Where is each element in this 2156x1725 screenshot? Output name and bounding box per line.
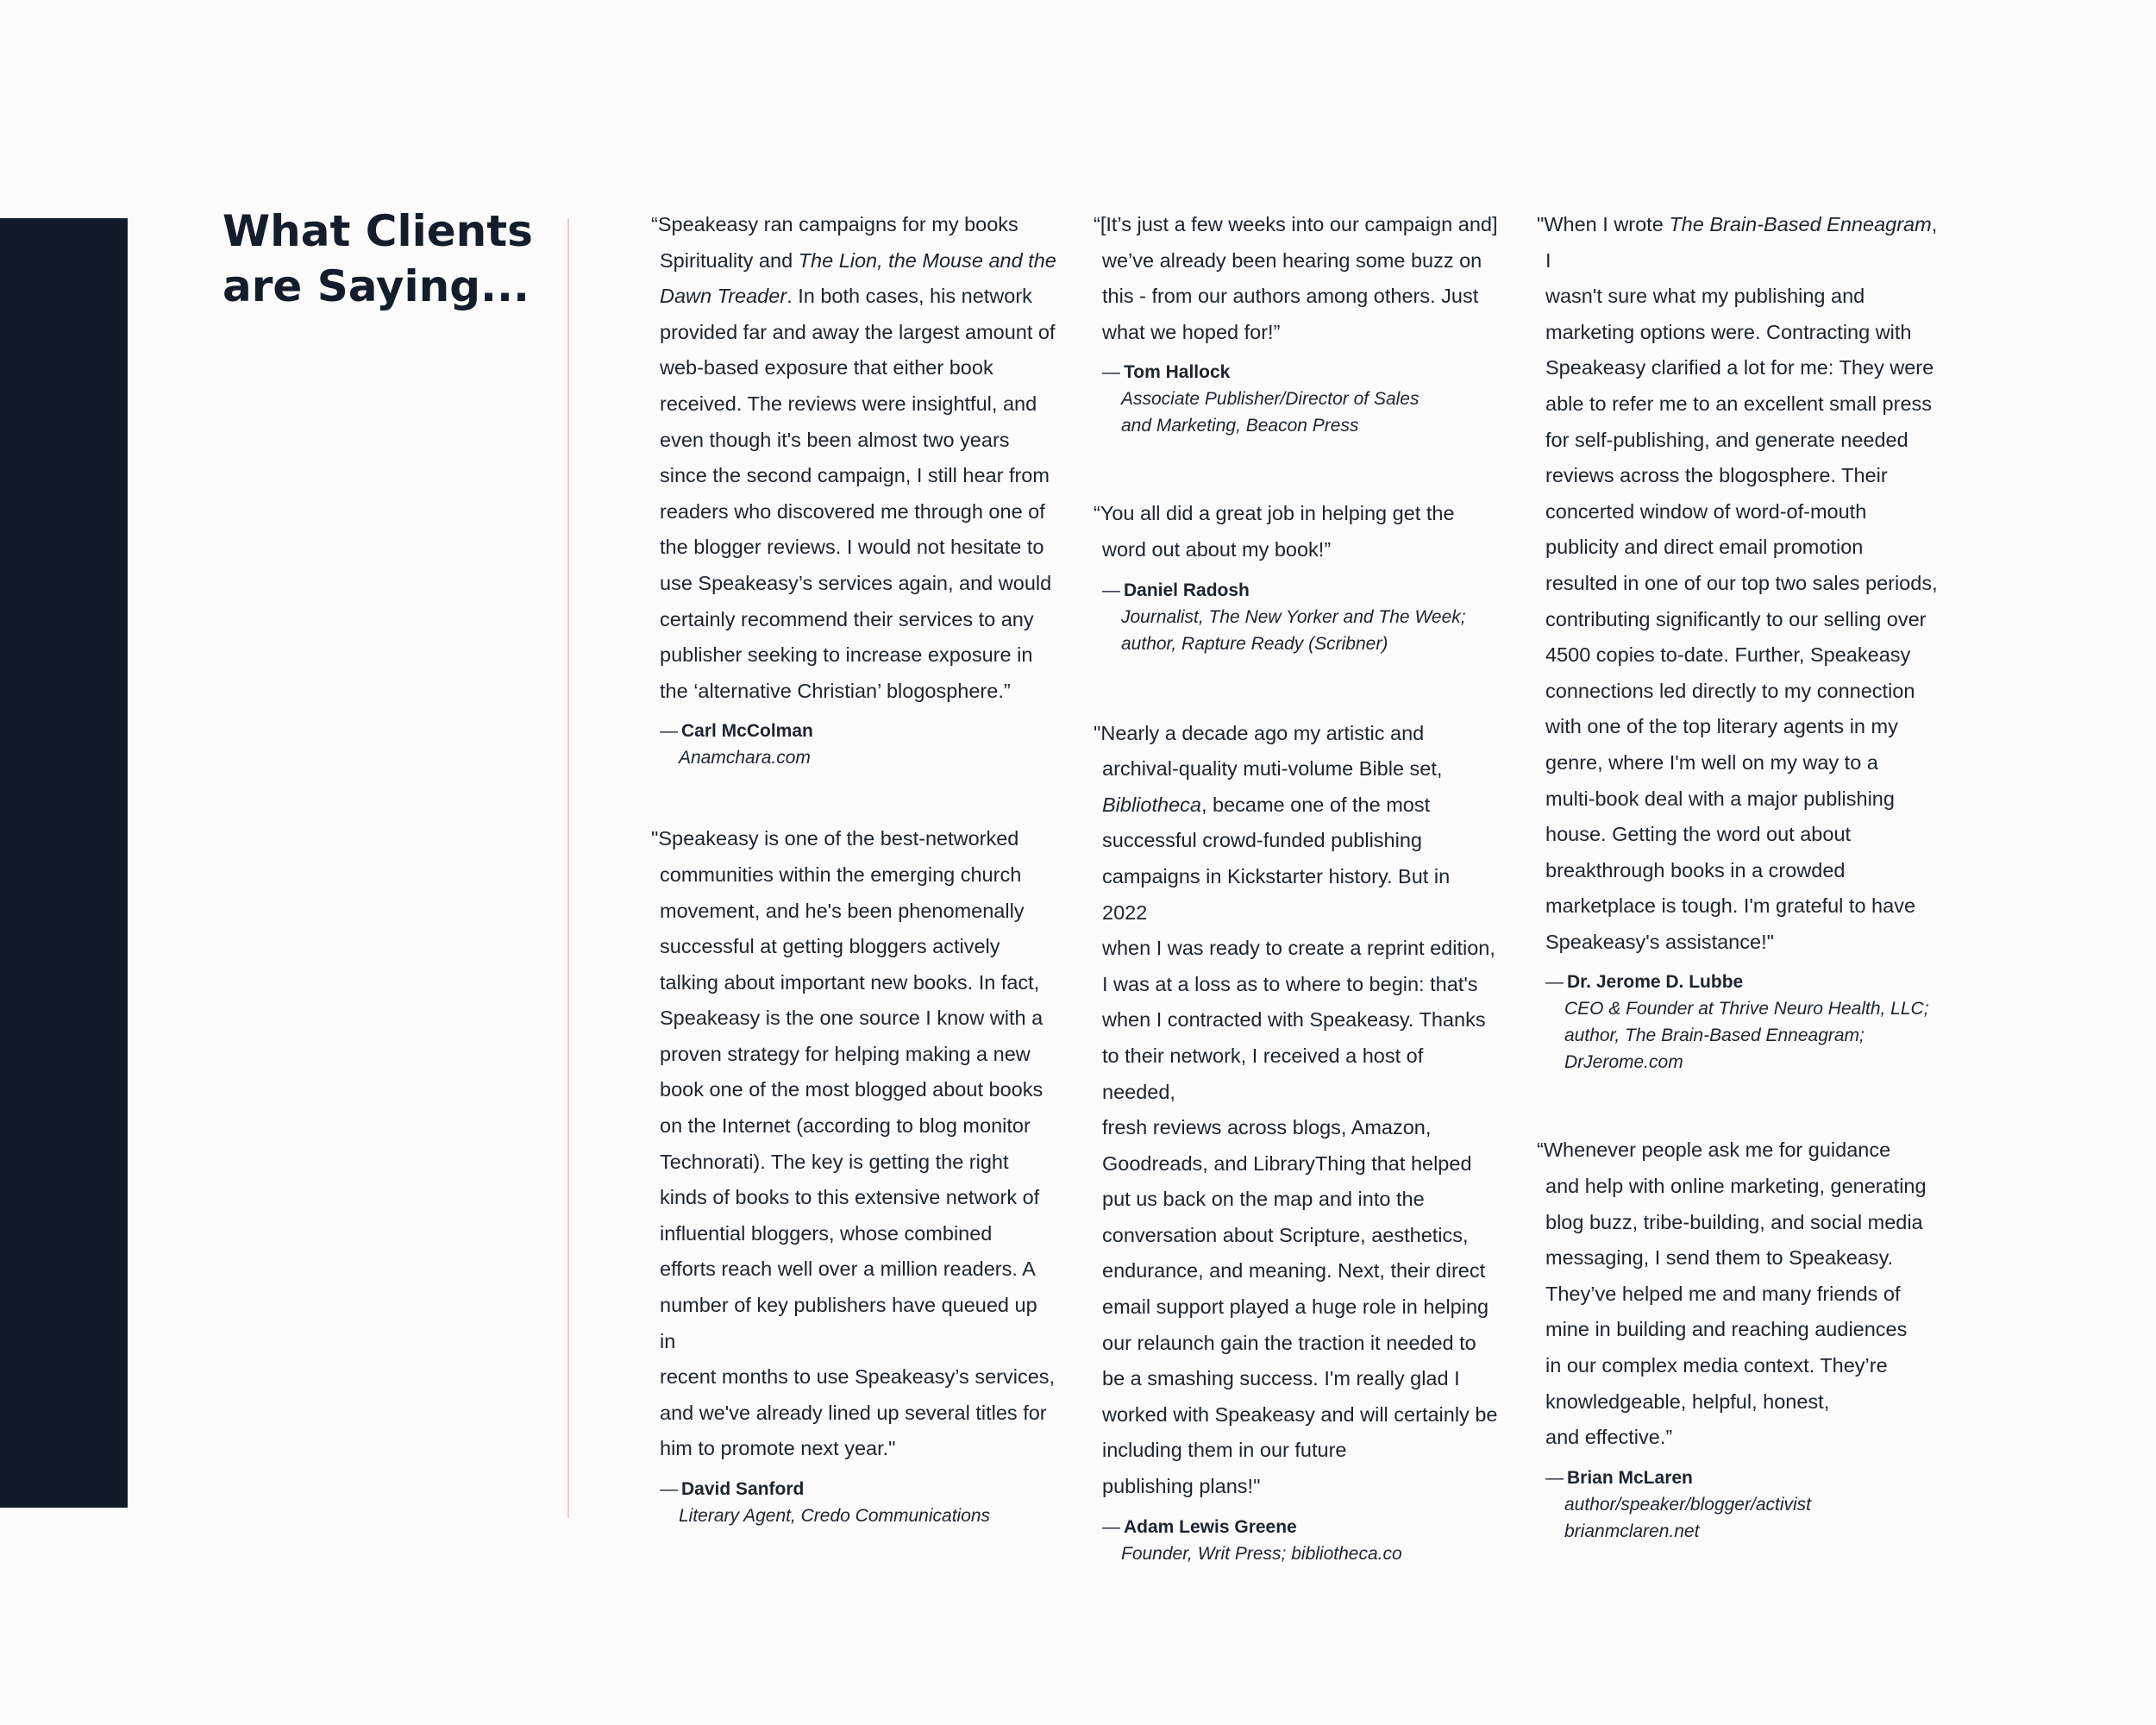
author-role	[1102, 1540, 1499, 1567]
quote-line: Speakeasy clarified a lot for me: They were	[1545, 356, 1934, 380]
author-role	[660, 744, 1056, 771]
quote-line: this - from our authors among others. Just	[1102, 285, 1479, 308]
attribution-name-line	[1545, 1465, 1946, 1491]
quote-line: what we hoped for!”	[1102, 320, 1281, 343]
quote-line: word out about my book!”	[1102, 537, 1332, 561]
author-role-line: author, The Brain-Based Enneagram;	[1564, 1026, 1865, 1046]
testimonial	[1537, 207, 1946, 1076]
attribution-name-line	[1545, 969, 1946, 995]
quote-text: Spirituality and	[660, 248, 799, 272]
quote-line: when I contracted with Speakeasy. Thanks	[1102, 1008, 1486, 1032]
section-heading	[222, 204, 550, 314]
attribution-dash: —	[660, 1479, 678, 1499]
quote-line: publisher seeking to increase exposure in	[660, 643, 1033, 667]
quote-line: for self-publishing, and generate needed	[1545, 428, 1908, 451]
testimonial-quote	[651, 821, 1056, 1467]
attribution-name-line	[1102, 1514, 1499, 1540]
testimonial	[1537, 1132, 1946, 1544]
quote-line: marketplace is tough. I'm grateful to have	[1545, 894, 1916, 918]
quote-line: even though it's been almost two years	[660, 428, 1010, 451]
quote-line: talking about important new books. In fact,	[660, 970, 1040, 994]
quote-line: “Speakeasy ran campaigns for my books	[651, 213, 1018, 235]
quote-line: influential bloggers, whose combined	[660, 1221, 993, 1245]
quote-text: Dawn Treader	[660, 285, 787, 308]
quote-line: received. The reviews were insightful, and	[660, 392, 1037, 415]
quote-line: to their network, I received a host of needed,	[1102, 1044, 1424, 1103]
author-role-line: Associate Publisher/Director of Sales	[1121, 389, 1420, 410]
attribution-name-line	[660, 1476, 1056, 1502]
quote-line: provided far and away the largest amount of	[660, 320, 1056, 343]
quote-line: breakthrough books in a crowded	[1545, 858, 1846, 881]
author-role	[1102, 604, 1499, 657]
quote-line: email support played a huge role in helping	[1102, 1295, 1489, 1319]
testimonial-attribution	[1094, 359, 1499, 439]
quote-line: blog buzz, tribe-building, and social media	[1545, 1210, 1923, 1233]
quote-text: The Brain-Based Enneagram	[1669, 213, 1932, 235]
testimonial-column-2	[1094, 207, 1499, 1567]
attribution-dash: —	[1102, 580, 1120, 600]
attribution-name-line	[660, 718, 1056, 744]
quote-text: The Lion, the Mouse and the	[798, 248, 1056, 272]
quote-text: Bibliotheca	[1102, 793, 1201, 816]
vertical-divider	[567, 218, 569, 1518]
quote-line: publishing plans!"	[1102, 1475, 1261, 1498]
author-role-line: author/speaker/blogger/activist	[1564, 1494, 1811, 1515]
quote-line: him to promote next year."	[660, 1437, 896, 1460]
testimonial	[651, 207, 1056, 771]
testimonial-column-1	[651, 207, 1056, 1529]
attribution-dash: —	[1545, 1467, 1564, 1488]
quote-line: "Nearly a decade ago my artistic and	[1094, 721, 1425, 744]
author-role	[1545, 995, 1946, 1076]
author-name: Brian McLaren	[1567, 1467, 1693, 1488]
testimonial-quote	[1094, 716, 1499, 1505]
author-role-line: brianmclaren.net	[1564, 1521, 1700, 1541]
quote-line: readers who discovered me through one of	[660, 499, 1045, 523]
quote-line: worked with Speakeasy and will certainly be	[1102, 1402, 1498, 1426]
testimonial-attribution	[1537, 969, 1946, 1076]
author-role-line: Founder, Writ Press; bibliotheca.co	[1121, 1543, 1402, 1564]
dark-side-bar	[0, 218, 128, 1508]
quote-line: successful at getting bloggers actively	[660, 935, 1000, 958]
attribution-dash: —	[1102, 362, 1120, 383]
author-name: David Sanford	[681, 1479, 805, 1499]
testimonial-quote	[1537, 1132, 1946, 1455]
quote-line: campaigns in Kickstarter history. But in 2022	[1102, 864, 1451, 924]
quote-line: genre, where I'm well on my way to a	[1545, 750, 1878, 774]
quote-line: when I was ready to create a reprint edition,	[1102, 937, 1495, 960]
quote-line: and help with online marketing, generating	[1545, 1175, 1927, 1198]
quote-line: including them in our future	[1102, 1439, 1347, 1462]
testimonial-quote	[1094, 207, 1499, 350]
quote-line: successful crowd-funded publishing	[1102, 829, 1422, 852]
quote-line: archival-quality muti-volume Bible set,	[1102, 757, 1443, 781]
quote-line: web-based exposure that either book	[660, 356, 993, 380]
quote-text: , became one of the most	[1200, 793, 1431, 816]
quote-line: able to refer me to an excellent small press	[1545, 392, 1933, 415]
quote-line: “You all did a great job in helping get the	[1094, 502, 1455, 525]
testimonial	[1094, 716, 1499, 1567]
quote-text: "When I wrote	[1537, 213, 1670, 235]
quote-line: recent months to use Speakeasy’s services,	[660, 1365, 1056, 1389]
quote-line: publicity and direct email promotion	[1545, 536, 1864, 559]
quote-line: “[It’s just a few weeks into our campaign and]	[1094, 213, 1498, 235]
quote-line: endurance, and meaning. Next, their direct	[1102, 1259, 1486, 1283]
quote-line: conversation about Scripture, aesthetics,	[1102, 1223, 1469, 1246]
quote-line: reviews across the blogosphere. Their	[1545, 464, 1888, 487]
quote-line: multi-book deal with a major publishing	[1545, 787, 1895, 810]
testimonial	[1094, 207, 1499, 439]
testimonial-quote	[1537, 207, 1946, 960]
quote-line: They’ve helped me and many friends of	[1545, 1282, 1901, 1305]
quote-line: house. Getting the word out about	[1545, 823, 1852, 846]
quote-line: in our complex media context. They’re	[1545, 1354, 1888, 1377]
author-role-line: author, Rapture Ready (Scribner)	[1121, 633, 1388, 654]
quote-line: “Whenever people ask me for guidance	[1537, 1138, 1891, 1162]
quote-line: wasn't sure what my publishing and	[1545, 285, 1865, 308]
testimonial	[651, 821, 1056, 1529]
testimonial-attribution	[1094, 577, 1499, 657]
author-role	[1545, 1491, 1946, 1545]
testimonial-attribution	[651, 1476, 1056, 1529]
quote-line: messaging, I send them to Speakeasy.	[1545, 1246, 1894, 1270]
quote-line: mine in building and reaching audiences	[1545, 1318, 1908, 1341]
heading-line-2: are Saying...	[222, 261, 530, 311]
author-role-line: DrJerome.com	[1564, 1052, 1683, 1073]
testimonial-attribution	[1094, 1514, 1499, 1567]
attribution-dash: —	[1102, 1516, 1120, 1537]
author-role-line: CEO & Founder at Thrive Neuro Health, LLC;	[1564, 999, 1929, 1019]
author-role-line: Journalist, The New Yorker and The Week;	[1121, 606, 1466, 627]
attribution-name-line	[1102, 577, 1499, 604]
quote-line: efforts reach well over a million readers. A	[660, 1258, 1036, 1281]
quote-line: "Speakeasy is one of the best-networked	[651, 827, 1019, 850]
quote-line: movement, and he's been phenomenally	[660, 899, 1025, 922]
testimonial-quote	[651, 207, 1056, 709]
author-role-line: Anamchara.com	[679, 748, 811, 768]
quote-line: kinds of books to this extensive network of	[660, 1186, 1040, 1209]
quote-line: contributing significantly to our selling over	[1545, 607, 1927, 630]
attribution-dash: —	[1545, 972, 1564, 993]
quote-line: put us back on the map and into the	[1102, 1188, 1425, 1211]
quote-line: marketing options were. Contracting with	[1545, 320, 1912, 343]
author-name: Adam Lewis Greene	[1124, 1516, 1297, 1537]
heading-line-1: What Clients	[222, 206, 533, 256]
quote-line: the blogger reviews. I would not hesitate to	[660, 536, 1044, 559]
author-name: Carl McColman	[681, 721, 813, 742]
quote-line: communities within the emerging church	[660, 862, 1022, 886]
quote-line: Speakeasy is the one source I know with a	[660, 1007, 1044, 1030]
quote-line: 4500 copies to-date. Further, Speakeasy	[1545, 643, 1911, 667]
quote-line: Goodreads, and LibraryThing that helped	[1102, 1151, 1472, 1175]
quote-line: we’ve already been hearing some buzz on	[1102, 248, 1482, 272]
author-role-line: and Marketing, Beacon Press	[1121, 416, 1359, 436]
author-role	[660, 1502, 1056, 1529]
testimonial	[1094, 496, 1499, 656]
quote-line: be a smashing success. I'm really glad I	[1102, 1367, 1460, 1390]
testimonial-column-3	[1537, 207, 1946, 1545]
quote-line: Technorati). The key is getting the right	[660, 1150, 1009, 1173]
quote-line: Speakeasy's assistance!"	[1545, 930, 1774, 953]
quote-line: use Speakeasy’s services again, and would	[660, 571, 1052, 594]
quote-line: our relaunch gain the traction it needed to	[1102, 1331, 1476, 1354]
quote-line: proven strategy for helping making a new	[660, 1042, 1031, 1065]
quote-line: connections led directly to my connection	[1545, 679, 1915, 702]
quote-line: and effective.”	[1545, 1426, 1673, 1449]
quote-line: on the Internet (according to blog monitor	[660, 1114, 1031, 1138]
author-name: Daniel Radosh	[1124, 580, 1250, 600]
attribution-name-line	[1102, 359, 1499, 386]
author-name: Dr. Jerome D. Lubbe	[1567, 972, 1744, 993]
quote-line: resulted in one of our top two sales periods,	[1545, 571, 1938, 594]
quote-line: I was at a loss as to where to begin: that's	[1102, 972, 1478, 995]
quote-line: book one of the most blogged about books	[660, 1078, 1044, 1101]
quote-text: , I	[1545, 213, 1938, 272]
quote-line: number of key publishers have queued up in	[660, 1294, 1037, 1352]
quote-line: knowledgeable, helpful, honest,	[1545, 1389, 1830, 1413]
testimonial-attribution	[1537, 1465, 1946, 1545]
quote-line: with one of the top literary agents in my	[1545, 715, 1898, 738]
quote-line: fresh reviews across blogs, Amazon,	[1102, 1116, 1432, 1139]
quote-line: the ‘alternative Christian’ blogosphere.”	[660, 679, 1011, 702]
quote-line: since the second campaign, I still hear from	[660, 464, 1050, 487]
testimonial-quote	[1094, 496, 1499, 568]
attribution-dash: —	[660, 721, 678, 742]
quote-line: concerted window of word-of-mouth	[1545, 499, 1867, 523]
quote-text: . In both cases, his network	[787, 285, 1032, 308]
author-name: Tom Hallock	[1124, 362, 1231, 383]
quote-line: certainly recommend their services to any	[660, 607, 1034, 630]
testimonial-attribution	[651, 718, 1056, 771]
quote-line: and we've already lined up several titles for	[660, 1401, 1047, 1424]
author-role-line: Literary Agent, Credo Communications	[679, 1506, 991, 1526]
author-role	[1102, 386, 1499, 439]
